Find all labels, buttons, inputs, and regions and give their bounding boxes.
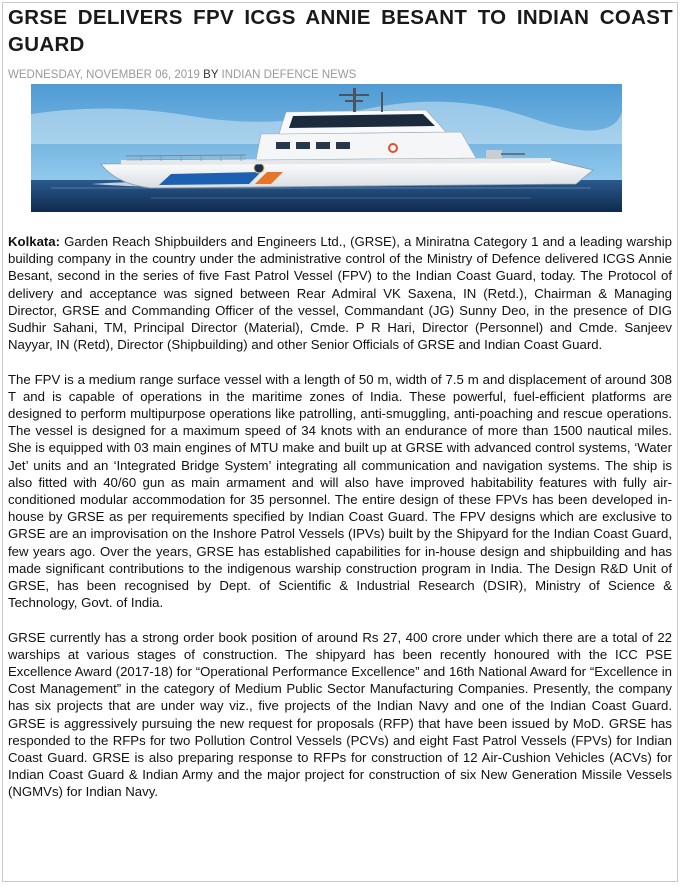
paragraph-1 [8,233,672,353]
post-date: WEDNESDAY, NOVEMBER 06, 2019 [8,69,200,81]
paragraph-3 [8,629,672,801]
byline-label: BY [203,69,219,81]
paragraph-text: Garden Reach Shipbuilders and Engineers Ltd., (GRSE), a Miniratna Category 1 and a leading warship building company in the country under the administrative control of the Ministry of Defence delivered ICGS Annie Besant, second in the series of five Fast Patrol Vessel (FPV) to the Indian Coast Guard, today. The Protocol of delivery and acceptance was signed between Rear Admiral VK Saxena, IN (Retd.), Chairman & Managing Director, GRSE and Commanding Officer of the vessel, Commandant (JG) Sunny Deo, in the presence of DIG Sudhir Sahani, TM, Principal Director (Material), Cmde. P R Hari, Director (Personnel) and Cmde. Sanjeev Nayyar, IN (Retd), Director (Shipbuilding) and other Senior Officials of GRSE and Indian Coast Guard. [8,234,672,353]
paragraph-text: GRSE currently has a strong order book position of around Rs 27, 400 crore under which there are a total of 22 warships at various stages of construction. The shipyard has been recently honoured with the ICC PSE Excellence Award (2017-18) for “Operational Performance Excellence” and 16th National Award for “Excellence in Cost Management” in the category of Medium Public Sector Manufacturing Companies. Presently, the company has six projects that are under way viz., five projects of the Indian Navy and one of the Indian Coast Guard. GRSE is aggressively pursuing the new request for proposals (RFP) that have been issued by MoD. GRSE has responded to the RFPs for two Pollution Control Vessels (PCVs) and eight Fast Patrol Vessels (FPVs) for Indian Coast Guard. GRSE is also preparing response to RFPs for construction of 12 Air-Cushion Vehicles (ACVs) for Indian Coast Guard & Indian Army and the major project for construction of six New Generation Missile Vessels (NGMVs) for Indian Navy. [8,629,672,800]
patrol-vessel-image [31,84,622,212]
article-image [31,84,622,212]
article-body [8,233,672,801]
dateline: Kolkata: [8,234,61,249]
article-title: GRSE DELIVERS FPV ICGS ANNIE BESANT TO INDIAN COAST GUARD [8,6,673,56]
author-link[interactable]: INDIAN DEFENCE NEWS [221,69,357,81]
paragraph-text: The FPV is a medium range surface vessel with a length of 50 m, width of 7.5 m and displacement of around 308 T and is capable of operations in the maritime zones of India. These powerful, fuel-efficient platforms are designed to perform multipurpose operations like patrolling, anti-smuggling, anti-poaching and rescue operations. The vessel is designed for a maximum speed of 34 knots with an endurance of more than 1500 nautical miles. She is equipped with 03 main engines of MTU make and built up at GRSE with advanced control systems, ‘Water Jet’ units and an ‘Integrated Bridge System’ integrating all communication and navigation systems. The ship is also fitted with 40/60 gun as main armament and will also have improved habitability features with fully air-conditioned modular accommodation for 35 personnel. The entire design of these FPVs has been developed in-house by GRSE as per requirements specified by Indian Coast Guard. The FPV designs which are exclusive to GRSE are an improvisation on the Inshore Patrol Vessels (IPVs) built by the Shipyard for the Indian Coast Guard, few years ago. Over the years, GRSE has established capabilities for in-house design and shipbuilding and has made significant contributions to the indigenous warship construction program in India. The Design R&D Unit of GRSE, has been recognised by Dept. of Scientific & Industrial Research (DSIR), Ministry of Science & Technology, Govt. of India. [8,371,672,611]
paragraph-2 [8,371,672,612]
article-meta [8,68,356,82]
